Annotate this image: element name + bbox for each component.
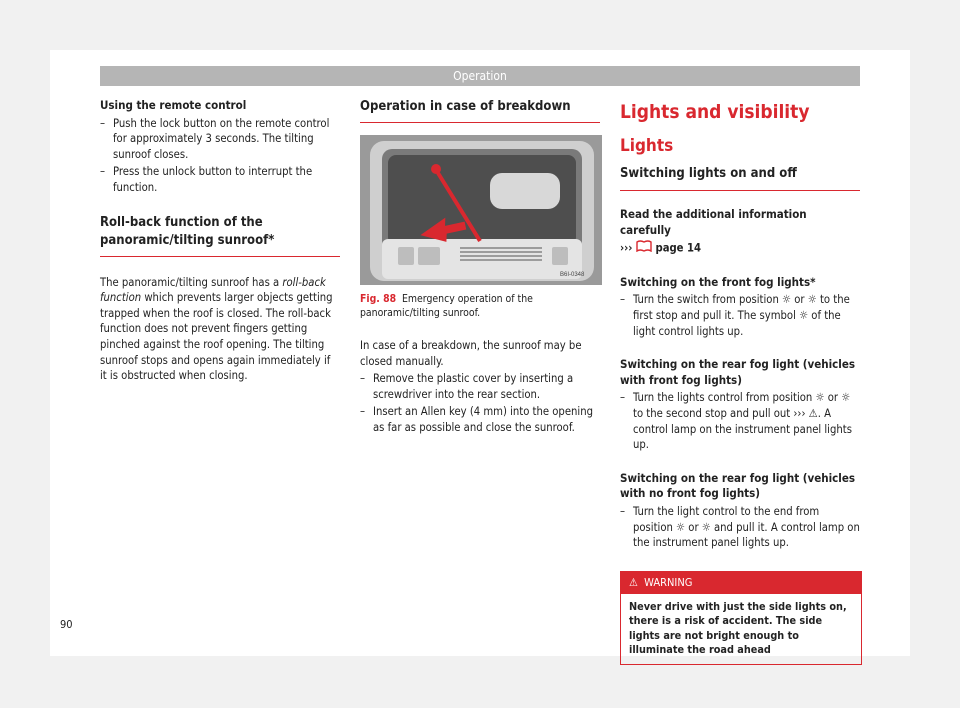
- subsection-title: Switching lights on and off: [620, 164, 860, 191]
- warning-label: WARNING: [644, 575, 693, 589]
- rollback-emphasis: roll-back function: [100, 275, 326, 305]
- warning-text: Never drive with just the side lights on, there is a risk of accident. The side lights are not bright enough to illuminate the road ahead: [629, 599, 847, 657]
- page-reference[interactable]: [620, 240, 860, 257]
- section-header: Operation: [100, 66, 860, 86]
- rollback-paragraph: [100, 275, 340, 384]
- rollback-title: Roll-back function of the panoramic/tilting sunroof*: [100, 214, 340, 257]
- ref-page: page 14: [655, 241, 702, 255]
- rollback-text-cont: which prevents larger objects getting trapped when the roof is closed. The roll-back function does not prevent fingers getting pinched against the roof opening. The tilting sunroof stops and opens again immediately if it is obstructed when closing.: [100, 291, 333, 383]
- rear-fog-heading-2: Switching on the rear fog light (vehicles with no front fog lights): [620, 470, 856, 501]
- list-item: – Press the unlock button to interrupt the function.: [100, 164, 340, 195]
- list-item: – Turn the switch from position ☼ or ☼ to the first stop and pull it. The symbol ☼ of the light control lights up.: [620, 292, 860, 339]
- list-item: – Remove the plastic cover by inserting a screwdriver into the rear section.: [360, 371, 600, 402]
- section-title-lights: Lights: [620, 136, 674, 156]
- read-more: Read the additional information carefully: [620, 207, 807, 237]
- warning-icon: ⚠: [629, 575, 638, 589]
- ref-arrows: ›››: [620, 241, 633, 255]
- rear-fog-heading-1: Switching on the rear fog light (vehicles with front fog lights): [620, 357, 856, 387]
- rollback-text: The panoramic/tilting sunroof has a: [100, 275, 283, 289]
- page-number: 90: [60, 618, 73, 631]
- list-item: – Turn the lights control from position ☼ or ☼ to the second stop and pull out ››› ⚠. A control lamp on the instrument panel lights up.: [620, 390, 860, 452]
- warning-header: [621, 572, 861, 594]
- figure-label: Fig. 88: [360, 293, 397, 305]
- manual-page: [50, 50, 910, 656]
- figure-caption-text: Emergency operation of the panoramic/tilting sunroof.: [360, 293, 533, 319]
- sunroof-figure: [360, 135, 602, 285]
- chapter-title: Lights and visibility: [620, 101, 810, 123]
- list-item: – Turn the light control to the end from position ☼ or ☼ and pull it. A control lamp on the instrument panel lights up.: [620, 504, 860, 551]
- front-fog-heading: Switching on the front fog lights*: [620, 274, 816, 289]
- breakdown-intro: In case of a breakdown, the sunroof may be closed manually.: [360, 339, 582, 368]
- column-left: [100, 98, 340, 384]
- sunroof-illustration: [360, 135, 602, 285]
- book-icon: [636, 240, 652, 257]
- remote-control-heading: Using the remote control: [100, 98, 247, 112]
- figure-code: B6I-0348: [560, 272, 585, 278]
- list-item: – Push the lock button on the remote control for approximately 3 seconds. The tilting sunroof closes.: [100, 116, 340, 163]
- column-right: [620, 98, 860, 665]
- figure-caption: [360, 293, 600, 320]
- warning-box: [620, 571, 862, 665]
- breakdown-title: Operation in case of breakdown: [360, 98, 600, 123]
- list-item: – Insert an Allen key (4 mm) into the opening as far as possible and close the sunroof.: [360, 404, 600, 435]
- column-middle: [360, 98, 600, 438]
